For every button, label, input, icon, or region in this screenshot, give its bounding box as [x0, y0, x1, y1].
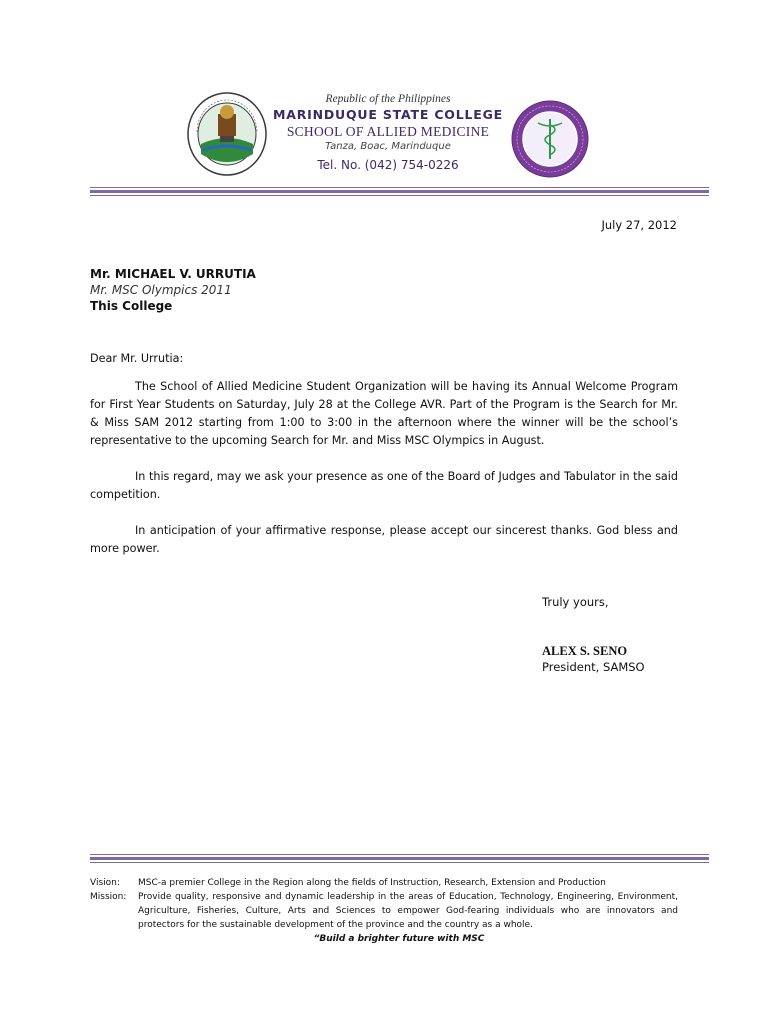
- letter-body: [90, 350, 678, 576]
- mission-row: [90, 890, 678, 932]
- marinduque-state-college-seal: [187, 92, 267, 176]
- school-name: SCHOOL OF ALLIED MEDICINE: [286, 124, 490, 139]
- body-paragraph: In this regard, may we ask your presence as one of the Board of Judges and Tabulator in the said competition.: [90, 470, 678, 501]
- salutation: Dear Mr. Urrutia:: [90, 352, 184, 365]
- mission-label: Mission:: [90, 892, 127, 902]
- footer-motto: “Build a brighter future with MSC: [313, 934, 485, 944]
- signature-block: [542, 643, 645, 675]
- header-rule-thin-top: [90, 187, 709, 188]
- telephone-number: Tel. No. (042) 754-0226: [317, 158, 459, 172]
- header-rule-thick: [90, 190, 709, 193]
- recipient-title: Mr. MSC Olympics 2011: [90, 283, 232, 297]
- vision-row: [90, 876, 678, 890]
- college-name: MARINDUQUE STATE COLLEGE: [273, 107, 503, 122]
- mission-text: Provide quality, responsive and dynamic leadership in the areas of Education, Technology, Engineering, Environment, Agriculture, Fisheries, Culture, Arts and Sciences to empower God-fearing individuals who are innovators and protectors for the sustainable development of the province and the country as a whole.: [138, 892, 678, 930]
- footer-rule-thick: [90, 857, 709, 860]
- vision-text: MSC-a premier College in the Region along the fields of Instruction, Research, Extension and Production: [138, 878, 606, 888]
- letter-date: July 27, 2012: [601, 218, 677, 232]
- footer-rule-thin-bottom: [90, 862, 709, 863]
- body-paragraph: In anticipation of your affirmative response, please accept our sincerest thanks. God bless and more power.: [90, 524, 678, 555]
- letterhead: [270, 92, 506, 174]
- recipient-name: Mr. MICHAEL V. URRUTIA: [90, 267, 256, 281]
- school-address: Tanza, Boac, Marinduque: [325, 141, 451, 152]
- recipient-block: [90, 266, 256, 314]
- vision-label: Vision:: [90, 878, 120, 888]
- footer-rule-thin-top: [90, 854, 709, 855]
- recipient-org: This College: [90, 299, 173, 313]
- signatory-title: President, SAMSO: [542, 660, 645, 674]
- school-of-allied-medicine-seal: [510, 99, 590, 179]
- footer: [90, 876, 678, 946]
- republic-line: Republic of the Philippines: [325, 93, 451, 105]
- body-paragraph: The School of Allied Medicine Student Organization will be having its Annual Welcome Program for First Year Students on Saturday, July 28 at the College AVR. Part of the Program is the Search for Mr. & Miss SAM 2012 starting from 1:00 to 3:00 in the afternoon where the winner will be the school’s representative to the upcoming Search for Mr. and Miss MSC Olympics in August.: [90, 380, 678, 447]
- signatory-name: ALEX S. SENO: [542, 644, 628, 658]
- header-rule-thin-bottom: [90, 195, 709, 196]
- closing: Truly yours,: [542, 595, 609, 609]
